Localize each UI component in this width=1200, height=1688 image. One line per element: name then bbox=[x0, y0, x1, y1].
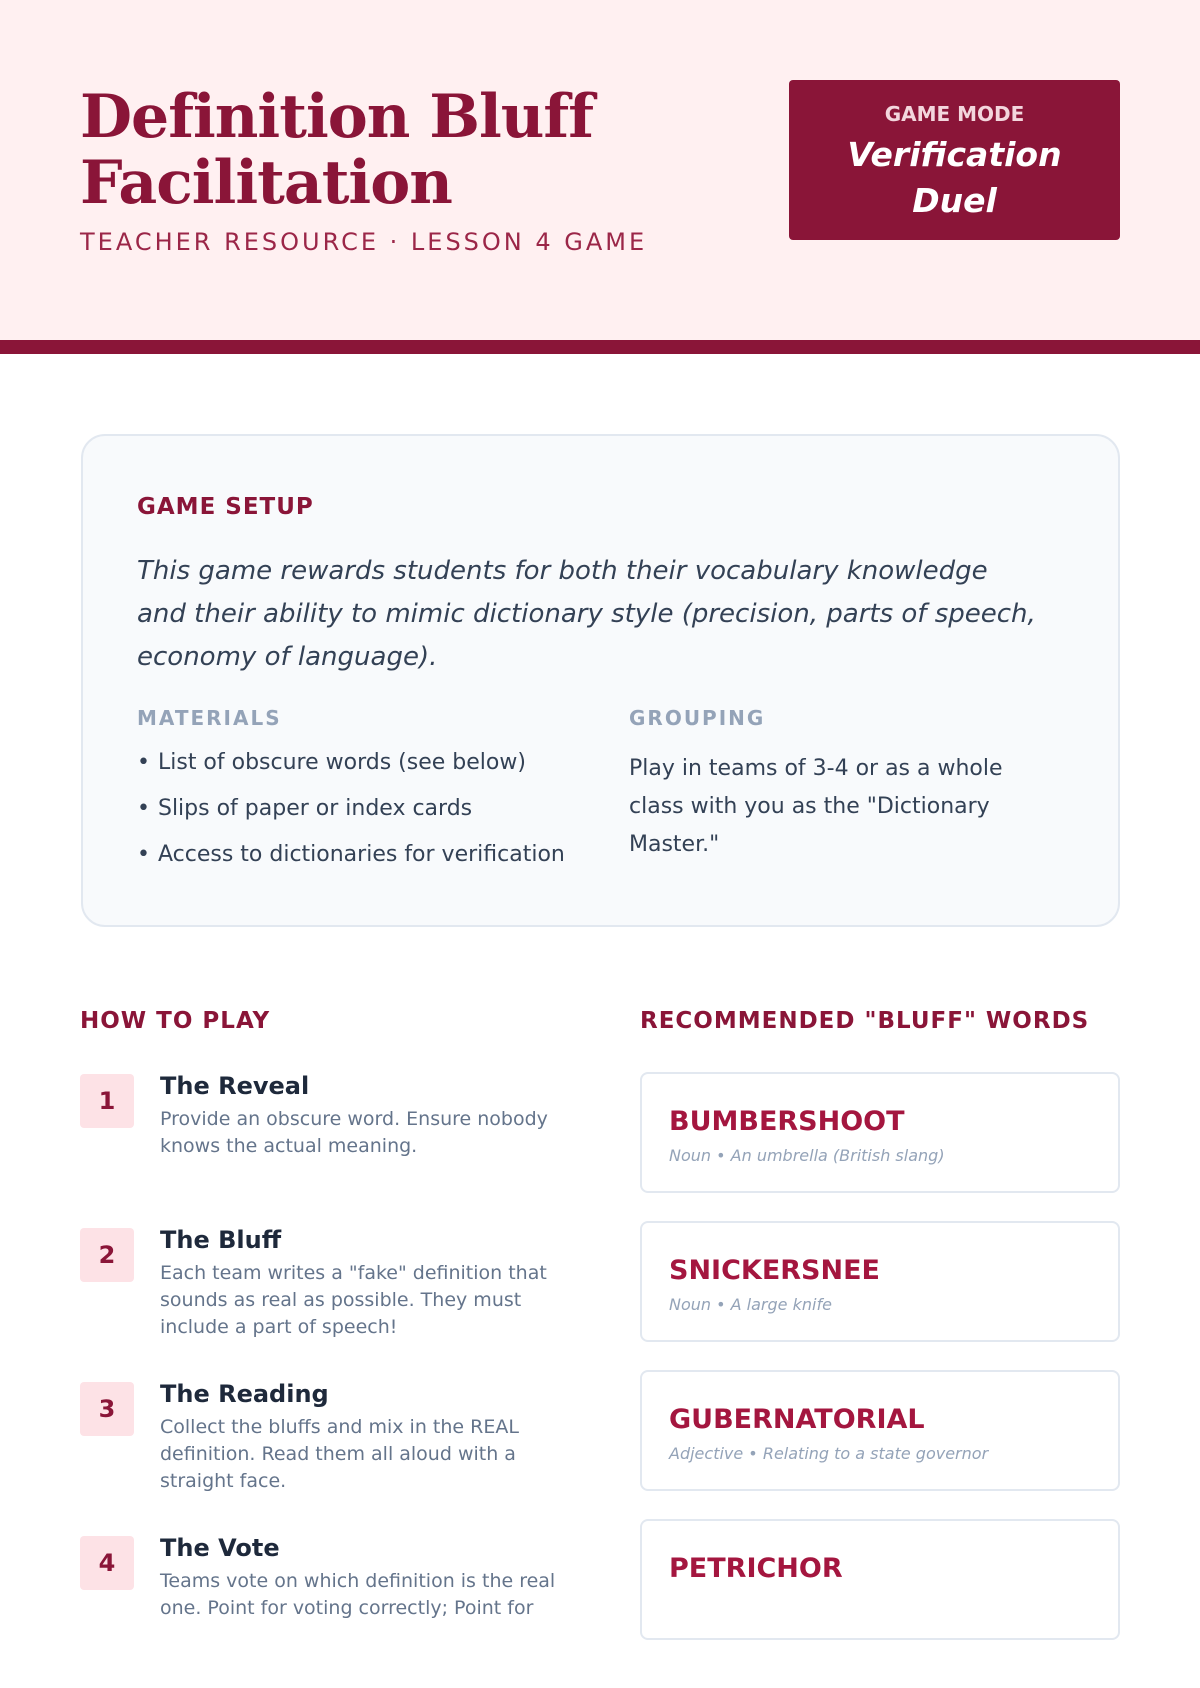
material-text: List of obscure words (see below) bbox=[157, 750, 526, 775]
word-card bbox=[640, 1519, 1120, 1640]
step-title: The Vote bbox=[160, 1534, 280, 1562]
grouping-label: GROUPING bbox=[629, 706, 766, 730]
word-card bbox=[640, 1370, 1120, 1491]
materials-label: MATERIALS bbox=[137, 706, 282, 730]
list-item bbox=[137, 750, 607, 776]
step-title: The Reveal bbox=[160, 1072, 310, 1100]
step-item bbox=[80, 1072, 580, 1226]
material-text: Slips of paper or index cards bbox=[157, 796, 473, 821]
material-text: Access to dictionaries for verification bbox=[157, 842, 565, 867]
grouping-text: Play in teams of 3-4 or as a whole class with you as the "Dictionary Master." bbox=[629, 756, 1003, 857]
how-to-play-section bbox=[80, 1008, 580, 1688]
step-item bbox=[80, 1380, 580, 1534]
game-mode-badge bbox=[789, 80, 1120, 240]
step-title: The Reading bbox=[160, 1380, 329, 1408]
step-title: The Bluff bbox=[160, 1226, 282, 1254]
step-item bbox=[80, 1226, 580, 1380]
word-definition: Adjective • Relating to a state governor bbox=[669, 1444, 989, 1463]
materials-column bbox=[137, 706, 607, 888]
list-item bbox=[137, 842, 607, 868]
header-divider bbox=[0, 340, 1200, 354]
step-description: Provide an obscure word. Ensure nobody knows the actual meaning. bbox=[160, 1108, 548, 1157]
word-term: SNICKERSNEE bbox=[669, 1255, 880, 1286]
word-card bbox=[640, 1221, 1120, 1342]
bluff-words-section bbox=[640, 1008, 1120, 1668]
page-subtitle: TEACHER RESOURCE · LESSON 4 GAME bbox=[80, 228, 648, 256]
game-mode-value: Verification Duel bbox=[847, 135, 1062, 220]
word-term: PETRICHOR bbox=[669, 1553, 843, 1584]
word-definition: Noun • An umbrella (British slang) bbox=[669, 1146, 945, 1165]
page-header bbox=[0, 0, 1200, 340]
word-term: BUMBERSHOOT bbox=[669, 1106, 905, 1137]
step-number: 1 bbox=[80, 1074, 134, 1128]
grouping-column bbox=[629, 706, 1049, 864]
bullet-icon: • bbox=[137, 842, 150, 867]
word-term: GUBERNATORIAL bbox=[669, 1404, 925, 1435]
list-item bbox=[137, 796, 607, 822]
game-setup-title: GAME SETUP bbox=[137, 494, 314, 520]
how-to-play-title: HOW TO PLAY bbox=[80, 1008, 271, 1034]
page-title: Definition Bluff Facilitation bbox=[80, 82, 594, 218]
materials-list bbox=[137, 750, 607, 868]
step-number: 3 bbox=[80, 1382, 134, 1436]
bullet-icon: • bbox=[137, 796, 150, 821]
game-setup-card bbox=[81, 434, 1120, 927]
step-description: Collect the bluffs and mix in the REAL definition. Read them all aloud with a straight face. bbox=[160, 1416, 519, 1492]
word-card bbox=[640, 1072, 1120, 1193]
bluff-words-title: RECOMMENDED "BLUFF" WORDS bbox=[640, 1008, 1090, 1034]
game-mode-label: GAME MODE bbox=[884, 102, 1025, 126]
step-number: 4 bbox=[80, 1536, 134, 1590]
step-item bbox=[80, 1534, 580, 1688]
word-definition: Noun • A large knife bbox=[669, 1295, 832, 1314]
step-number: 2 bbox=[80, 1228, 134, 1282]
step-description: Teams vote on which definition is the real one. Point for voting correctly; Point for bbox=[160, 1570, 556, 1619]
step-description: Each team writes a "fake" definition that sounds as real as possible. They must include a part of speech! bbox=[160, 1262, 547, 1338]
game-setup-intro: This game rewards students for both their vocabulary knowledge and their ability to mimic dictionary style (precision, parts of speech, economy of language). bbox=[137, 556, 1036, 672]
bullet-icon: • bbox=[137, 750, 150, 775]
